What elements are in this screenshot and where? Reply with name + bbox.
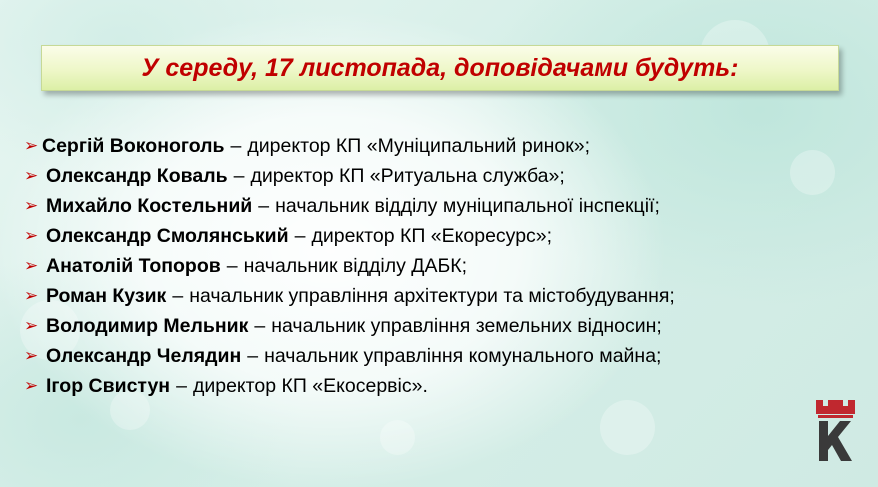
speaker-role: начальник відділу ДАБК; bbox=[243, 255, 468, 277]
speaker-name: Роман Кузик bbox=[46, 285, 167, 307]
separator-dash: – bbox=[176, 375, 187, 397]
speaker-role: начальник управління комунального майна; bbox=[264, 345, 662, 367]
speaker-name: Володимир Мельник bbox=[46, 315, 249, 337]
speaker-role: директор КП «Муніципальний ринок»; bbox=[247, 135, 591, 157]
speaker-role: начальник відділу муніципальної інспекції; bbox=[275, 195, 660, 217]
list-item bbox=[24, 341, 675, 371]
decorative-bubble bbox=[600, 400, 655, 455]
speaker-role: начальник управління архітектури та містобудування; bbox=[189, 285, 675, 307]
speaker-name: Сергій Воконоголь bbox=[42, 135, 225, 157]
decorative-bubble bbox=[380, 420, 415, 455]
arrow-bullet-icon: ➢ bbox=[24, 196, 39, 215]
title-banner bbox=[41, 45, 839, 91]
arrow-bullet-icon: ➢ bbox=[24, 376, 39, 395]
arrow-bullet-icon: ➢ bbox=[24, 346, 39, 365]
separator-dash: – bbox=[233, 165, 245, 187]
list-item bbox=[24, 311, 675, 341]
separator-dash: – bbox=[226, 255, 238, 277]
speaker-name: Ігор Свистун bbox=[46, 375, 171, 397]
separator-dash: – bbox=[230, 135, 242, 157]
speaker-role: директор КП «Ритуальна служба»; bbox=[250, 165, 565, 187]
list-item bbox=[24, 221, 675, 251]
speaker-role: директор КП «Екоресурс»; bbox=[311, 225, 553, 247]
speaker-name: Анатолій Топоров bbox=[46, 255, 221, 277]
list-item bbox=[24, 191, 675, 221]
speaker-name: Олександр Челядин bbox=[46, 345, 242, 367]
separator-dash: – bbox=[172, 285, 184, 307]
slide-title: У середу, 17 листопада, доповідачами будуть: bbox=[141, 53, 739, 82]
speaker-name: Олександр Смолянський bbox=[46, 225, 289, 247]
arrow-bullet-icon: ➢ bbox=[24, 226, 39, 245]
speaker-role: начальник управління земельних відносин; bbox=[271, 315, 662, 337]
speaker-name: Олександр Коваль bbox=[46, 165, 228, 187]
list-item bbox=[24, 251, 675, 281]
arrow-bullet-icon: ➢ bbox=[24, 286, 39, 305]
arrow-bullet-icon: ➢ bbox=[24, 256, 39, 275]
decorative-bubble bbox=[790, 150, 835, 195]
separator-dash: – bbox=[294, 225, 306, 247]
arrow-bullet-icon: ➢ bbox=[24, 136, 39, 155]
separator-dash: – bbox=[247, 345, 259, 367]
speaker-name: Михайло Костельний bbox=[46, 195, 253, 217]
separator-dash: – bbox=[258, 195, 270, 217]
separator-dash: – bbox=[254, 315, 266, 337]
list-item bbox=[24, 161, 675, 191]
speakers-list bbox=[24, 131, 675, 401]
city-castle-logo-icon bbox=[814, 398, 857, 463]
speaker-role: директор КП «Екосервіс». bbox=[192, 375, 428, 397]
arrow-bullet-icon: ➢ bbox=[24, 316, 39, 335]
list-item bbox=[24, 281, 675, 311]
list-item bbox=[24, 371, 675, 401]
list-item bbox=[24, 131, 675, 161]
arrow-bullet-icon: ➢ bbox=[24, 166, 39, 185]
